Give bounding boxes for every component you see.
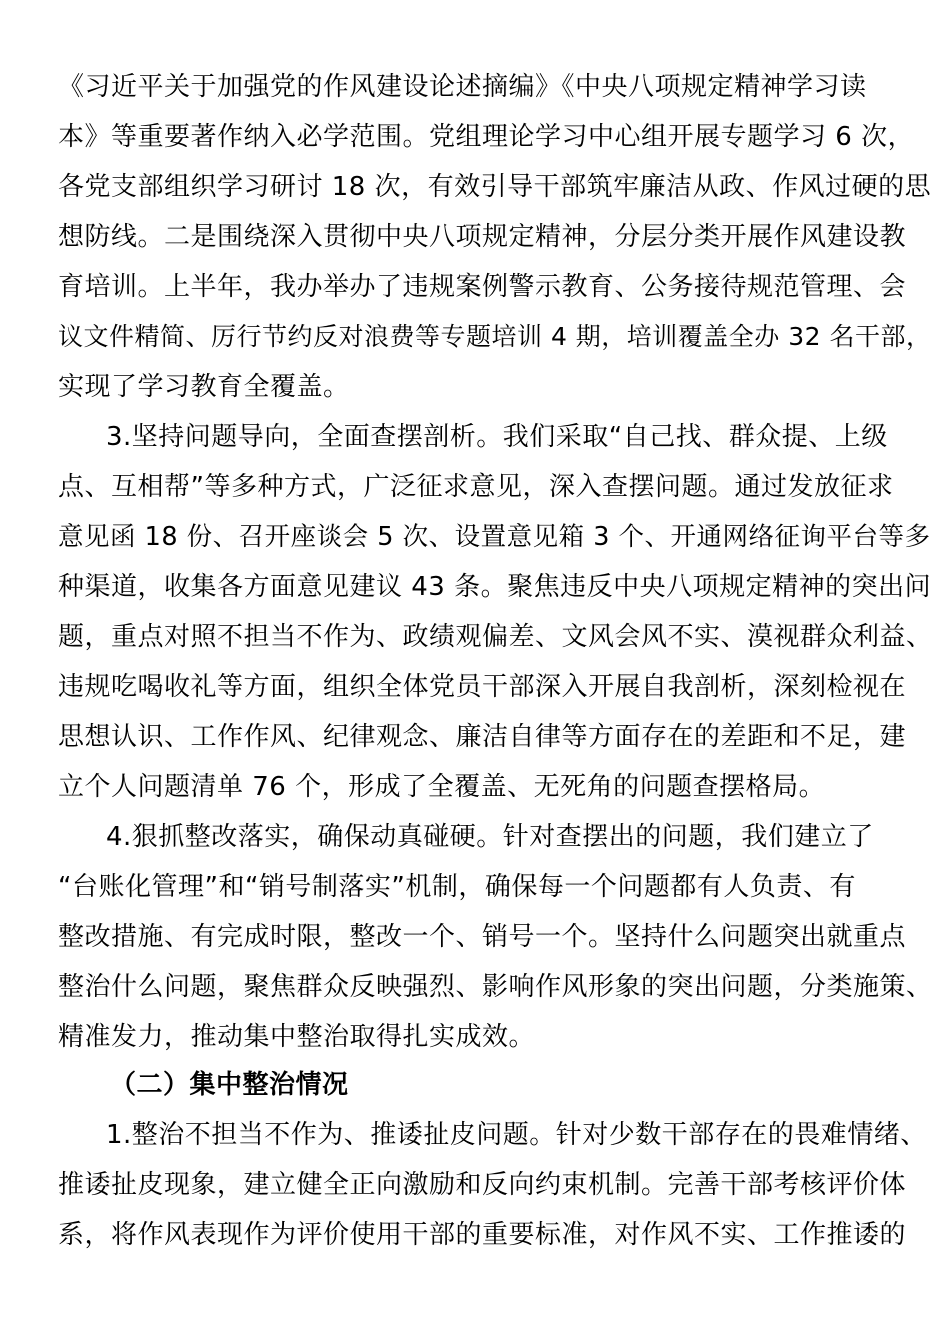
text-line: 整改措施、有完成时限，整改一个、销号一个。坚持什么问题突出就重点	[58, 922, 907, 952]
text-line: 《习近平关于加强党的作风建设论述摘编》《中央八项规定精神学习读	[58, 72, 867, 102]
text-line: 想防线。二是围绕深入贯彻中央八项规定精神，分层分类开展作风建设教	[58, 222, 907, 252]
text-line: “台账化管理”和“销号制落实”机制，确保每一个问题都有人负责、有	[58, 872, 856, 902]
text-line: 系，将作风表现作为评价使用干部的重要标准，对作风不实、工作推诿的	[58, 1220, 907, 1250]
text-line: 整治什么问题，聚焦群众反映强烈、影响作风形象的突出问题，分类施策、	[58, 972, 933, 1002]
section-heading: （二）集中整治情况	[110, 1070, 349, 1100]
text-line: 点、互相帮”等多种方式，广泛征求意见，深入查摆问题。通过发放征求	[58, 472, 894, 502]
text-line: 立个人问题清单 76 个，形成了全覆盖、无死角的问题查摆格局。	[58, 772, 826, 802]
text-line: 思想认识、工作作风、纪律观念、廉洁自律等方面存在的差距和不足，建	[58, 722, 907, 752]
paragraph-start-line: 3.坚持问题导向，全面查摆剖析。我们采取“自己找、群众提、上级	[106, 422, 888, 452]
paragraph-start-line: 1.整治不担当不作为、推诿扯皮问题。针对少数干部存在的畏难情绪、	[106, 1120, 927, 1150]
text-line: 本》等重要著作纳入必学范围。党组理论学习中心组开展专题学习 6 次，	[58, 122, 915, 152]
text-line: 育培训。上半年，我办举办了违规案例警示教育、公务接待规范管理、会	[58, 272, 907, 302]
text-line: 意见函 18 份、召开座谈会 5 次、设置意见箱 3 个、开通网络征询平台等多	[58, 522, 931, 552]
text-line: 推诿扯皮现象，建立健全正向激励和反向约束机制。完善干部考核评价体	[58, 1170, 907, 1200]
text-line: 违规吃喝收礼等方面，组织全体党员干部深入开展自我剖析，深刻检视在	[58, 672, 907, 702]
paragraph-start-line: 4.狠抓整改落实，确保动真碰硬。针对查摆出的问题，我们建立了	[106, 822, 874, 852]
text-line: 议文件精简、厉行节约反对浪费等专题培训 4 期，培训覆盖全办 32 名干部，	[58, 322, 932, 351]
text-line: 精准发力，推动集中整治取得扎实成效。	[58, 1022, 536, 1052]
text-line: 种渠道，收集各方面意见建议 43 条。聚焦违反中央八项规定精神的突出问	[58, 572, 932, 602]
text-line: 各党支部组织学习研讨 18 次，有效引导干部筑牢廉洁从政、作风过硬的思	[58, 172, 932, 202]
text-line: 实现了学习教育全覆盖。	[58, 372, 350, 402]
text-line: 题，重点对照不担当不作为、政绩观偏差、文风会风不实、漠视群众利益、	[58, 622, 933, 652]
